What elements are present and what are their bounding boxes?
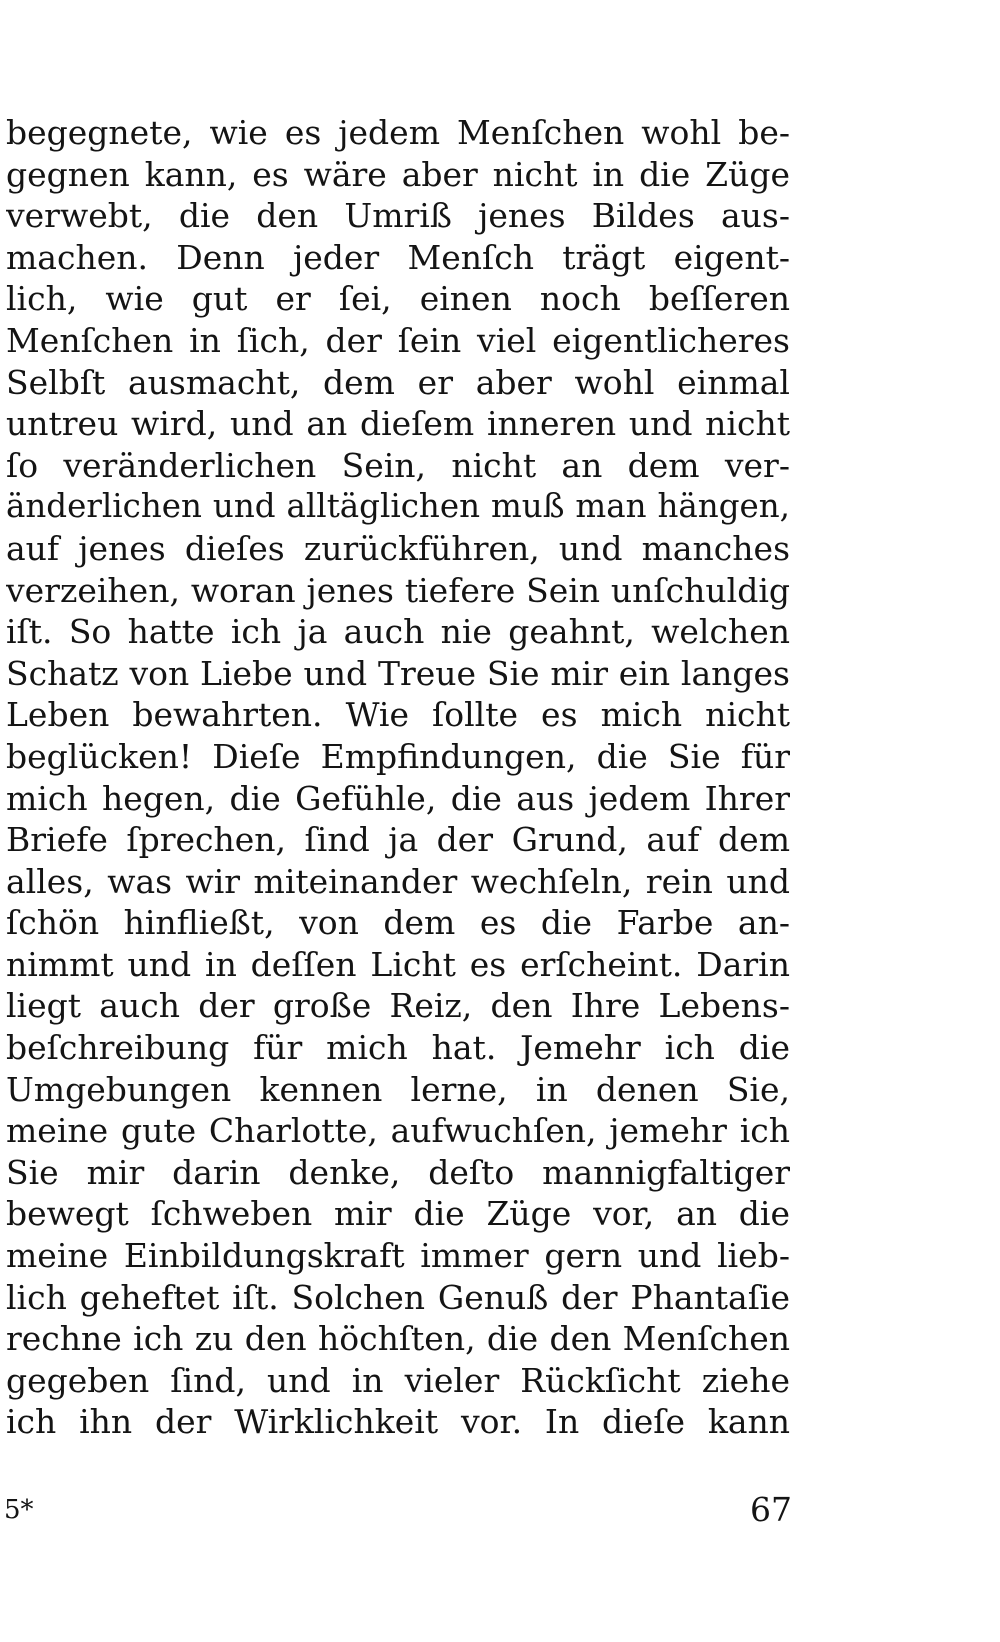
text-line: Briefe ſprechen, ſind ja der Grund, auf dem xyxy=(6,820,790,860)
text-line: Sie mir darin denke, deſto mannigfaltiger xyxy=(6,1152,790,1192)
text-line: meine Einbildungskraft immer gern und lieb- xyxy=(6,1236,790,1276)
text-line: ſo veränderlichen Sein, nicht an dem ver- xyxy=(6,445,790,485)
text-line: lich geheftet iſt. Solchen Genuß der Phantaſie xyxy=(6,1277,790,1317)
text-line: alles, was wir miteinander wechſeln, rein und xyxy=(6,861,790,901)
text-line: machen. Denn jeder Menſch trägt eigent- xyxy=(6,237,790,277)
text-line: iſt. So hatte ich ja auch nie geahnt, welchen xyxy=(6,612,790,652)
text-line: lich, wie gut er ſei, einen noch beſſeren xyxy=(6,279,790,319)
text-line: gegeben ſind, und in vieler Rückſicht ziehe xyxy=(6,1360,790,1400)
text-line: untreu wird, und an dieſem inneren und nicht xyxy=(6,404,790,444)
text-line: Umgebungen kennen lerne, in denen Sie, xyxy=(6,1069,790,1109)
text-line: ich ihn der Wirklichkeit vor. In dieſe kann xyxy=(6,1402,790,1442)
text-line: rechne ich zu den höchſten, die den Menſchen xyxy=(6,1319,790,1359)
text-line: meine gute Charlotte, aufwuchſen, jemehr ich xyxy=(6,1111,790,1151)
text-line: bewegt ſchweben mir die Züge vor, an die xyxy=(6,1194,790,1234)
text-line: beſchreibung für mich hat. Jemehr ich die xyxy=(6,1028,790,1068)
text-line: verzeihen, woran jenes tiefere Sein unſchuldig xyxy=(6,570,790,610)
body-text xyxy=(6,112,790,1443)
text-line: änderlichen und alltäglichen muß man hängen, xyxy=(6,487,790,526)
text-line: ſchön hinfließt, von dem es die Farbe an- xyxy=(6,903,790,943)
text-line: gegnen kann, es wäre aber nicht in die Züge xyxy=(6,154,790,194)
text-line: verwebt, die den Umriß jenes Bildes aus- xyxy=(6,196,790,236)
signature-mark: 5* xyxy=(4,1495,34,1525)
text-line: auf jenes dieſes zurückführen, und manches xyxy=(6,528,790,568)
text-line: Selbſt ausmacht, dem er aber wohl einmal xyxy=(6,362,790,402)
text-line: Menſchen in ſich, der ſein viel eigentlicheres xyxy=(6,320,790,360)
text-line: begegnete, wie es jedem Menſchen wohl be- xyxy=(6,113,790,152)
text-line: Leben bewahrten. Wie ſollte es mich nicht xyxy=(6,695,790,735)
text-line: Schatz von Liebe und Treue Sie mir ein langes xyxy=(6,653,790,693)
text-line: liegt auch der große Reiz, den Ihre Lebens- xyxy=(6,986,790,1026)
text-line: beglücken! Dieſe Empfindungen, die Sie für xyxy=(6,736,790,776)
page-number: 67 xyxy=(750,1490,792,1529)
text-line: nimmt und in deſſen Licht es erſcheint. Darin xyxy=(6,944,790,984)
text-line: mich hegen, die Gefühle, die aus jedem Ihrer xyxy=(6,778,790,818)
